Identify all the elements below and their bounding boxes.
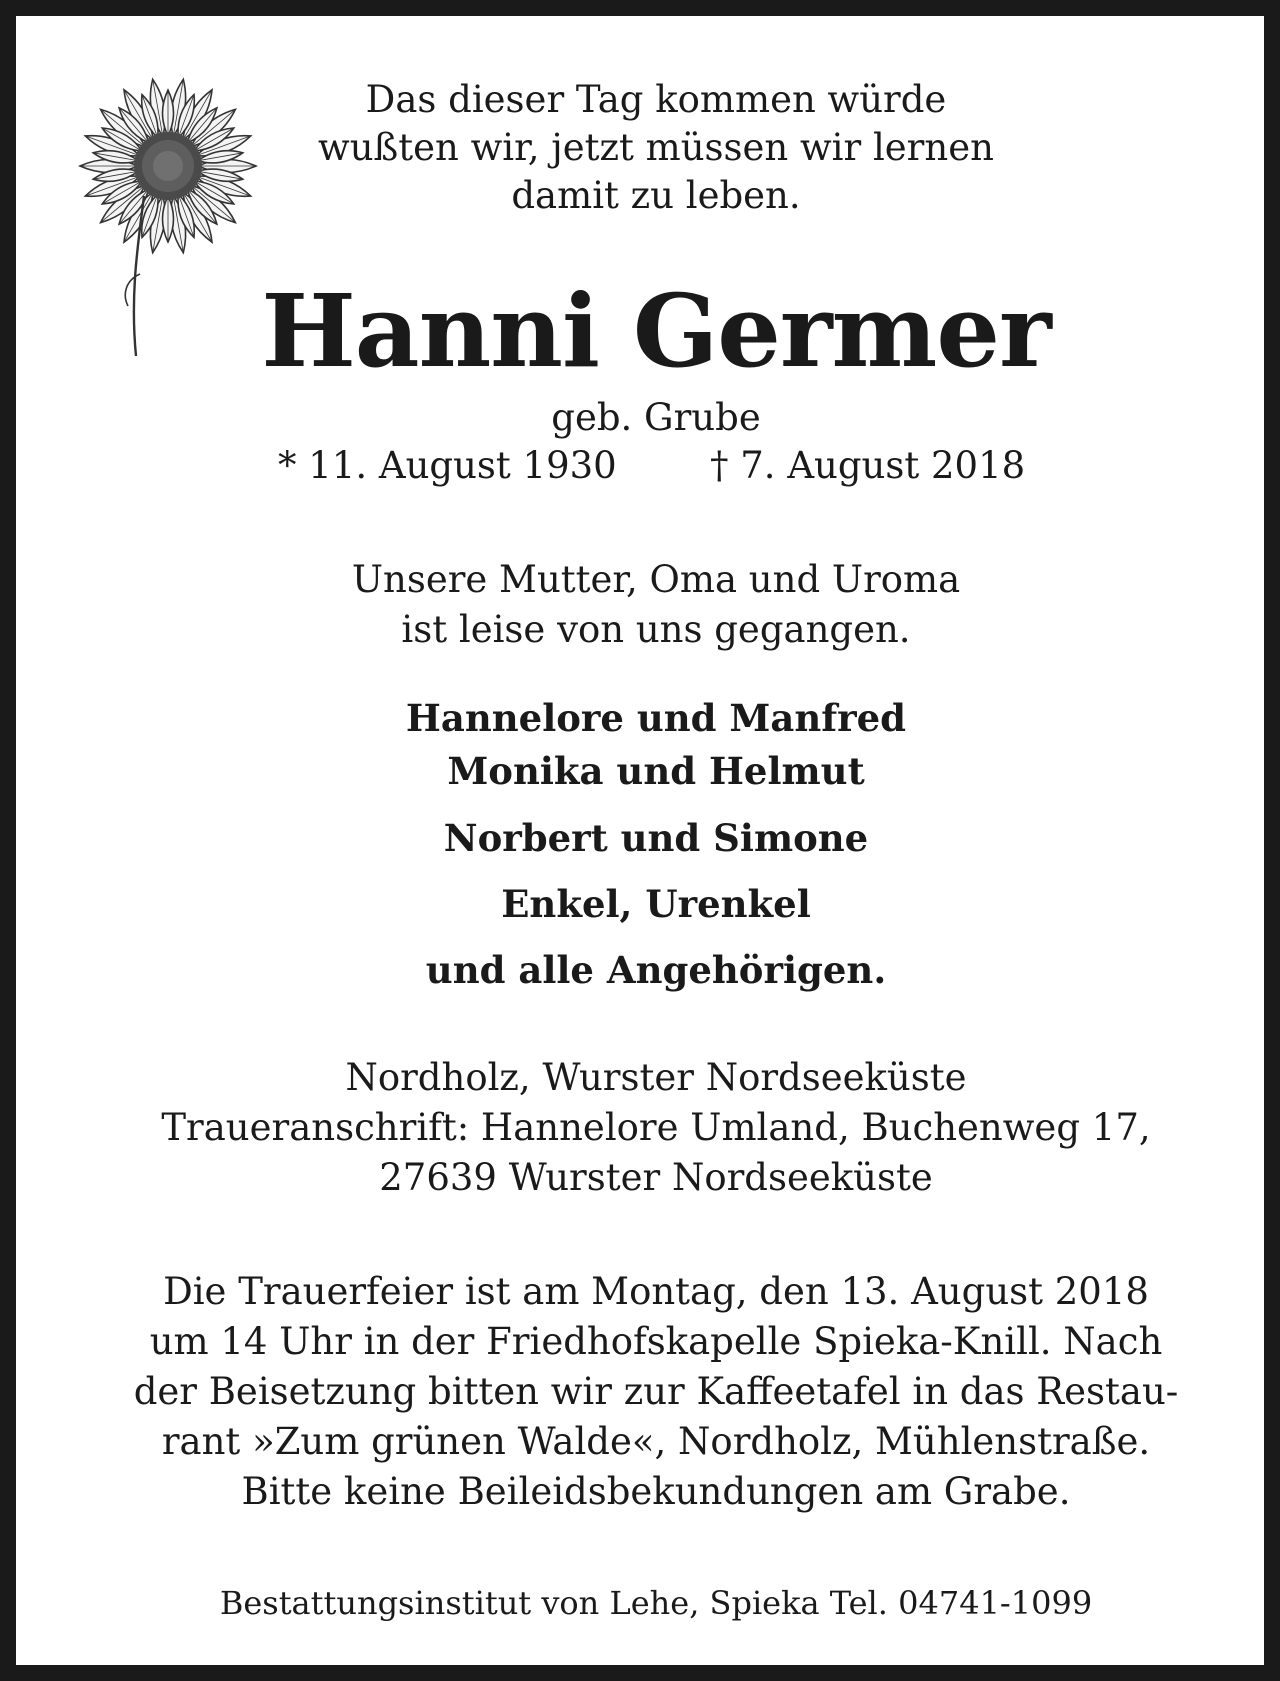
birth-name: geb. Grube xyxy=(551,396,761,439)
verse-line-1: Das dieser Tag kommen würde xyxy=(365,78,947,121)
birth-date: * 11. August 1930 xyxy=(278,444,617,487)
mourner-line-5: und alle Angehörigen. xyxy=(425,948,887,992)
address-line-3: 27639 Wurster Nordseeküste xyxy=(379,1156,933,1199)
death-date: † 7. August 2018 xyxy=(710,444,1026,487)
ceremony-line-3: der Beisetzung bitten wir zur Kaffeetafel in das Restau- xyxy=(133,1370,1179,1413)
mourner-line-1: Hannelore und Manfred xyxy=(405,696,907,740)
ceremony-line-1: Die Trauerfeier ist am Montag, den 13. August 2018 xyxy=(163,1270,1149,1313)
verse-line-3: damit zu leben. xyxy=(511,174,801,217)
message-line-1: Unsere Mutter, Oma und Uroma xyxy=(351,558,961,601)
verse-line-2: wußten wir, jetzt müssen wir lernen xyxy=(318,126,994,169)
funeral-home-footer: Bestattungsinstitut von Lehe, Spieka Tel. 04741-1099 xyxy=(219,1584,1093,1622)
mourner-line-4: Enkel, Urenkel xyxy=(501,882,811,926)
ceremony-line-4: rant »Zum grünen Walde«, Nordholz, Mühlenstraße. xyxy=(161,1420,1151,1463)
mourner-line-2: Monika und Helmut xyxy=(447,749,865,793)
mourner-line-3: Norbert und Simone xyxy=(443,816,869,860)
ceremony-line-5: Bitte keine Beileidsbekundungen am Grabe. xyxy=(241,1470,1071,1513)
deceased-name: Hanni Germer xyxy=(261,272,1051,390)
ceremony-line-2: um 14 Uhr in der Friedhofskapelle Spieka-Knill. Nach xyxy=(149,1320,1163,1363)
address-line-1: Nordholz, Wurster Nordseeküste xyxy=(345,1056,967,1099)
address-line-2: Traueranschrift: Hannelore Umland, Buchenweg 17, xyxy=(161,1106,1151,1149)
message-line-2: ist leise von uns gegangen. xyxy=(401,608,911,651)
